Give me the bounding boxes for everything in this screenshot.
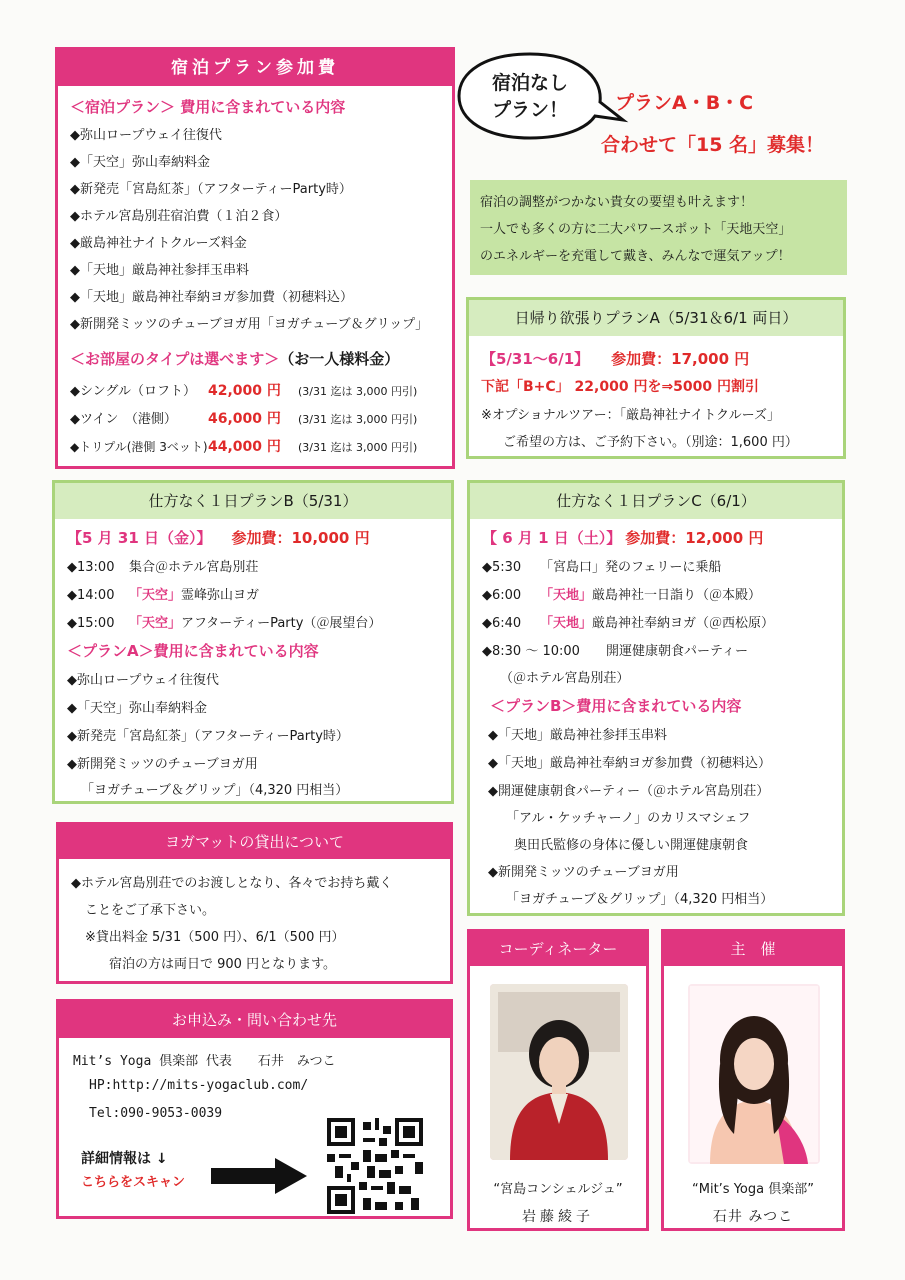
plan-b-schedule-row — [67, 584, 259, 603]
contact-org: Mit’s Yoga 倶楽部 代表 石井 みつこ — [73, 1054, 336, 1069]
room-row — [70, 408, 446, 428]
plan-b-included-heading: ＜プランA＞費用に含まれている内容 — [67, 642, 319, 660]
contact-tel: Tel:090-9053-0039 — [89, 1106, 223, 1121]
schedule-time: ◆15:00 — [67, 616, 115, 631]
contact-hp: HP:http://mits-yogaclub.com/ — [89, 1078, 309, 1093]
plan-a-date-fee — [481, 348, 749, 369]
plan-c-schedule-row — [482, 612, 774, 631]
plan-c-item: 「ヨガチューブ＆グリップ」（4,320 円相当） — [506, 892, 774, 907]
host-portrait-image — [688, 984, 820, 1164]
speech-bubble — [455, 50, 605, 138]
stay-item: ◆「天空」弥山奉納料金 — [70, 155, 210, 170]
plan-b-item: 「ヨガチューブ＆グリップ」（4,320 円相当） — [81, 783, 349, 798]
schedule-text: 「宮島口」発のフェリーに乗船 — [540, 560, 722, 575]
room-heading-note: （お一人様料金） — [279, 350, 400, 368]
bubble-line2: プラン！ — [491, 99, 568, 121]
schedule-time: ◆13:00 — [67, 560, 115, 575]
room-note: (3/31 迄は 3,000 円引) — [298, 413, 418, 426]
plan-c-item: ◆新開発ミッツのチューブヨガ用 — [488, 865, 679, 880]
plan-c-item: ◆開運健康朝食パーティー（＠ホテル宮島別荘） — [488, 784, 770, 799]
plan-c-item: ◆「天地」厳島神社参拝玉串料 — [488, 728, 667, 743]
plan-b-schedule-row — [67, 612, 381, 631]
schedule-text: 霊峰弥山ヨガ — [181, 588, 260, 603]
plan-c-title: 仕方なく１日プランC（6/1） — [470, 483, 842, 519]
plan-b-date: 【5 月 31 日（金）】 — [67, 529, 212, 547]
plan-a-title: 日帰り欲張りプランA（5/31＆6/1 両日） — [469, 300, 843, 336]
room-row — [70, 436, 446, 456]
schedule-highlight: 「天空」 — [129, 588, 182, 603]
coordinator-box — [467, 929, 649, 1231]
plan-a-box — [466, 297, 846, 459]
schedule-highlight: 「天地」 — [540, 588, 593, 603]
stay-included-heading: ＜宿泊プラン＞ 費用に含まれている内容 — [70, 98, 346, 116]
plan-c-item: 奥田氏監修の身体に優しい開運健康朝食 — [514, 838, 749, 853]
plan-c-item: 「アル・ケッチャーノ」のカリスマシェフ — [506, 811, 751, 826]
stay-plan-box — [55, 47, 455, 469]
plan-c-date-fee — [482, 527, 763, 548]
stay-item: ◆弥山ロープウェイ往復代 — [70, 128, 222, 143]
schedule-text: 厳島神社一日詣り（＠本殿） — [592, 588, 762, 603]
stay-item: ◆「天地」厳島神社奉納ヨガ参加費（初穂料込） — [70, 290, 353, 305]
yoga-mat-box — [56, 822, 453, 984]
stay-item: ◆厳島神社ナイトクルーズ料金 — [70, 236, 247, 251]
yoga-mat-line: ことをご了承下さい。 — [85, 903, 216, 918]
plan-b-fee: 参加費：10,000 円 — [231, 529, 370, 547]
schedule-text: 厳島神社奉納ヨガ（＠西松原） — [592, 616, 775, 631]
schedule-time: ◆14:00 — [67, 588, 115, 603]
host-name: 石井 みつこ — [712, 1209, 794, 1225]
plan-b-item: ◆「天空」弥山奉納料金 — [67, 701, 207, 716]
qr-code-icon — [327, 1118, 423, 1214]
plan-c-schedule-row — [482, 556, 721, 575]
room-name: ◆シングル（ロフト） — [70, 384, 197, 399]
plan-b-item: ◆新発売「宮島紅茶」（アフターティーParty時） — [67, 729, 349, 744]
schedule-time: ◆8:30 ～ 10:00 — [482, 644, 580, 659]
schedule-text: 開運健康朝食パーティー — [606, 644, 748, 659]
plan-a-date: 【5/31～6/1】 — [481, 350, 590, 368]
yoga-mat-line: ※貸出料金 5/31（500 円）、6/1（500 円） — [85, 930, 345, 945]
coordinator-name: 岩藤綾子 — [522, 1209, 594, 1225]
plan-c-fee: 参加費：12,000 円 — [625, 529, 764, 547]
qr-code[interactable] — [327, 1118, 423, 1214]
plan-a-option1: ※オプショナルツアー：「厳島神社ナイトクルーズ」 — [481, 408, 780, 423]
contact-box — [56, 999, 453, 1219]
plan-b-box — [52, 480, 454, 804]
host-caption: “Mit’s Yoga 倶楽部” — [692, 1182, 814, 1197]
coordinator-title: コーディネーター — [470, 932, 646, 966]
plan-c-schedule-row — [482, 584, 761, 603]
schedule-time: ◆6:40 — [482, 616, 522, 631]
plan-a-fee: 参加費：17,000 円 — [611, 350, 750, 368]
room-name: ◆ツイン （港側） — [70, 412, 177, 427]
coordinator-photo — [490, 984, 628, 1160]
host-title: 主 催 — [664, 932, 842, 966]
stay-item: ◆新発売「宮島紅茶」（アフターティーParty時） — [70, 182, 352, 197]
room-heading-text: ＜お部屋のタイプは選べます＞ — [70, 350, 280, 368]
plan-b-date-fee — [67, 527, 370, 548]
intro-line: 宿泊の調整がつかない貴女の要望も叶えます！ — [480, 195, 754, 210]
scan-label-2: こちらをスキャン — [81, 1175, 186, 1190]
yoga-mat-title: ヨガマットの貸出について — [59, 825, 450, 859]
schedule-highlight: 「天地」 — [540, 616, 593, 631]
plan-b-item: ◆弥山ロープウェイ往復代 — [67, 673, 219, 688]
plan-c-box — [467, 480, 845, 916]
stay-item: ◆「天地」厳島神社参拝玉串料 — [70, 263, 249, 278]
coordinator-portrait-image — [490, 984, 628, 1160]
plan-c-schedule-row — [482, 640, 748, 659]
plan-c-date: 【 6 月 1 日（土）】 — [482, 529, 622, 547]
plan-c-item: ◆「天地」厳島神社奉納ヨガ参加費（初穂料込） — [488, 756, 771, 771]
intro-line: のエネルギーを充電して戴き、みんなで運気アップ！ — [480, 249, 791, 264]
room-price: 42,000 円 — [208, 383, 281, 399]
room-price: 46,000 円 — [208, 411, 281, 427]
schedule-highlight: 「天空」 — [129, 616, 182, 631]
coordinator-caption: “宮島コンシェルジュ” — [493, 1182, 623, 1197]
room-price: 44,000 円 — [208, 439, 281, 455]
yoga-mat-line: 宿泊の方は両日で 900 円となります。 — [109, 957, 337, 972]
schedule-time: ◆6:00 — [482, 588, 522, 603]
host-photo — [688, 984, 820, 1164]
scan-label-1: 詳細情報は ↓ — [81, 1151, 168, 1167]
plan-a-discount: 下記「B+C」 22,000 円を⇒5000 円割引 — [481, 379, 760, 395]
room-note: (3/31 迄は 3,000 円引) — [298, 385, 418, 398]
schedule-text: 集合＠ホテル宮島別荘 — [129, 560, 259, 575]
intro-line: 一人でも多くの方に二大パワースポット「天地天空」 — [480, 222, 792, 237]
contact-title: お申込み・問い合わせ先 — [59, 1002, 450, 1038]
stay-plan-title: 宿泊プラン参加費 — [58, 50, 452, 86]
intro-box — [470, 180, 847, 275]
plan-a-option2: ご希望の方は、ご予約下さい。（別途：1,600 円） — [503, 435, 798, 450]
room-heading — [70, 348, 399, 369]
room-row — [70, 380, 446, 400]
schedule-time: ◆5:30 — [482, 560, 522, 575]
plan-b-item: ◆新開発ミッツのチューブヨガ用 — [67, 757, 258, 772]
bubble-line1: 宿泊なし — [491, 72, 568, 94]
plan-b-title: 仕方なく１日プランB（5/31） — [55, 483, 451, 519]
stay-item: ◆ホテル宮島別荘宿泊費（１泊２食） — [70, 209, 288, 224]
plan-c-included-heading: ＜プランB＞費用に含まれている内容 — [490, 697, 742, 715]
arrow-right-icon — [209, 1156, 309, 1196]
headline-line1: プランA・B・C — [615, 92, 754, 114]
plan-b-schedule-row — [67, 556, 258, 575]
schedule-text: アフターティーParty（＠展望台） — [181, 616, 382, 631]
stay-item: ◆新開発ミッツのチューブヨガ用「ヨガチューブ＆グリップ」 — [70, 317, 429, 332]
plan-c-schedule-cont: （＠ホテル宮島別荘） — [500, 671, 630, 686]
room-note: (3/31 迄は 3,000 円引) — [298, 441, 418, 454]
room-name: ◆トリプル(港側 3ベット) — [70, 440, 208, 454]
host-box — [661, 929, 845, 1231]
yoga-mat-line: ◆ホテル宮島別荘でのお渡しとなり、各々でお持ち戴く — [71, 876, 393, 891]
headline-line2: 合わせて「15 名」募集！ — [601, 134, 825, 156]
